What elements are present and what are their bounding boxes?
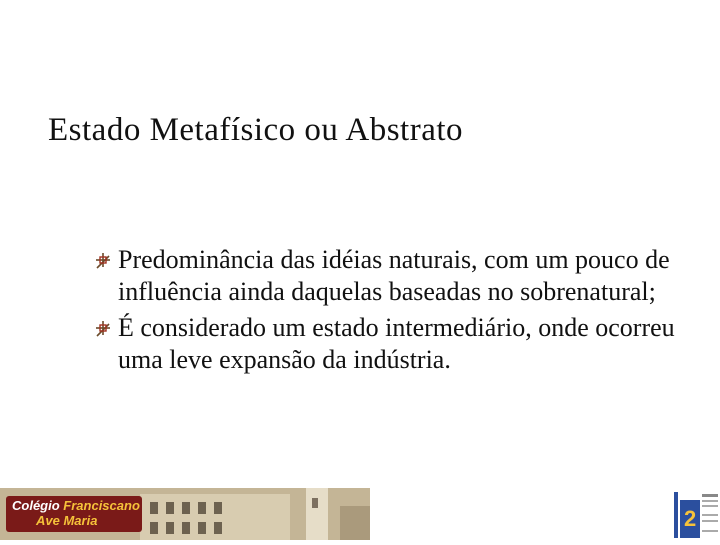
footer-building-photo xyxy=(0,488,370,540)
logo-line-2: Ave Maria xyxy=(36,513,98,528)
svg-text:2: 2 xyxy=(684,506,697,531)
school-logo xyxy=(6,496,142,532)
pin-icon xyxy=(94,250,112,270)
logo-line-1: Colégio Franciscano xyxy=(12,498,140,513)
quality-badge xyxy=(672,490,720,540)
bullet-text: Predominância das idéias naturais, com um pouco de influência ainda daquelas baseadas no sobrenatural; xyxy=(118,245,670,306)
bullet-item xyxy=(92,244,692,308)
pin-icon xyxy=(94,318,112,338)
slide-title: Estado Metafísico ou Abstrato xyxy=(48,112,464,148)
bullet-text: É considerado um estado intermediário, onde ocorreu uma leve expansão da indústria. xyxy=(118,313,675,374)
bullet-item xyxy=(92,312,692,376)
quality-badge-icon xyxy=(672,490,720,540)
bullet-list xyxy=(92,244,692,380)
